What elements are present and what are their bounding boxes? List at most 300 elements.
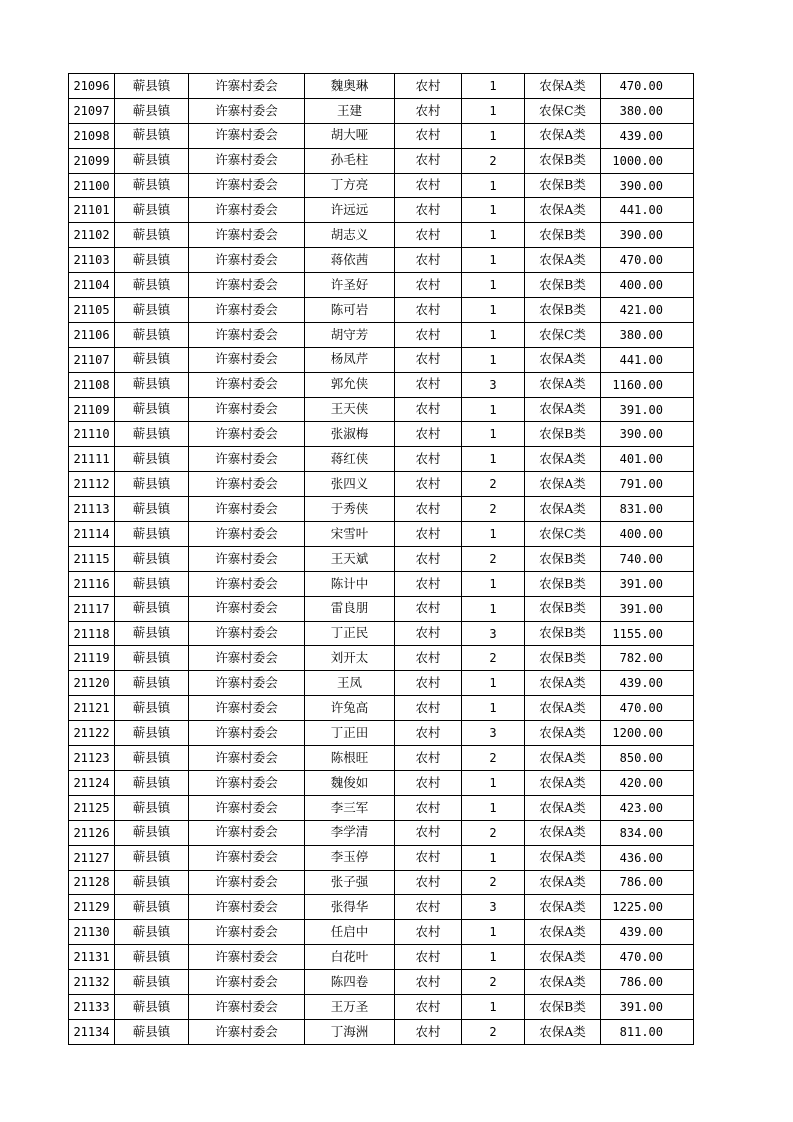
table-row [69, 696, 694, 721]
record-id: 21102 [69, 223, 115, 248]
residence-type-cell: 农村 [395, 98, 462, 123]
category-cell: 农保A类 [525, 870, 601, 895]
household-count-cell: 1 [462, 322, 525, 347]
table-row [69, 298, 694, 323]
table-row [69, 322, 694, 347]
village-committee-cell: 许寨村委会 [189, 746, 305, 771]
village-committee-cell: 许寨村委会 [189, 870, 305, 895]
name-cell: 李玉停 [305, 845, 395, 870]
residence-type-cell: 农村 [395, 298, 462, 323]
category-cell: 农保A类 [525, 347, 601, 372]
table-row [69, 671, 694, 696]
residence-type-cell: 农村 [395, 422, 462, 447]
table-row [69, 746, 694, 771]
town-cell: 蕲县镇 [115, 1019, 189, 1044]
record-id: 21112 [69, 472, 115, 497]
category-cell: 农保A类 [525, 248, 601, 273]
household-count-cell: 1 [462, 248, 525, 273]
table-row [69, 621, 694, 646]
town-cell: 蕲县镇 [115, 298, 189, 323]
village-committee-cell: 许寨村委会 [189, 721, 305, 746]
name-cell: 郭允侠 [305, 372, 395, 397]
name-cell: 刘开太 [305, 646, 395, 671]
table-row [69, 372, 694, 397]
category-cell: 农保A类 [525, 895, 601, 920]
amount-cell: 391.00 [601, 596, 694, 621]
village-committee-cell: 许寨村委会 [189, 994, 305, 1019]
category-cell: 农保B类 [525, 994, 601, 1019]
town-cell: 蕲县镇 [115, 820, 189, 845]
record-id: 21097 [69, 98, 115, 123]
town-cell: 蕲县镇 [115, 198, 189, 223]
village-committee-cell: 许寨村委会 [189, 74, 305, 99]
town-cell: 蕲县镇 [115, 920, 189, 945]
village-committee-cell: 许寨村委会 [189, 770, 305, 795]
record-id: 21109 [69, 397, 115, 422]
record-id: 21113 [69, 497, 115, 522]
household-count-cell: 2 [462, 970, 525, 995]
table-row [69, 198, 694, 223]
residence-type-cell: 农村 [395, 472, 462, 497]
table-row [69, 397, 694, 422]
town-cell: 蕲县镇 [115, 248, 189, 273]
residence-type-cell: 农村 [395, 198, 462, 223]
amount-cell: 390.00 [601, 422, 694, 447]
category-cell: 农保A类 [525, 795, 601, 820]
table-row [69, 273, 694, 298]
amount-cell: 420.00 [601, 770, 694, 795]
name-cell: 李学清 [305, 820, 395, 845]
household-count-cell: 2 [462, 1019, 525, 1044]
record-id: 21107 [69, 347, 115, 372]
amount-cell: 470.00 [601, 945, 694, 970]
table-row [69, 248, 694, 273]
amount-cell: 436.00 [601, 845, 694, 870]
table-row [69, 646, 694, 671]
name-cell: 许远远 [305, 198, 395, 223]
village-committee-cell: 许寨村委会 [189, 223, 305, 248]
town-cell: 蕲县镇 [115, 447, 189, 472]
record-id: 21103 [69, 248, 115, 273]
household-count-cell: 1 [462, 596, 525, 621]
table-row [69, 522, 694, 547]
residence-type-cell: 农村 [395, 148, 462, 173]
amount-cell: 470.00 [601, 248, 694, 273]
name-cell: 蒋红侠 [305, 447, 395, 472]
residence-type-cell: 农村 [395, 497, 462, 522]
table-row [69, 123, 694, 148]
table-row [69, 571, 694, 596]
amount-cell: 831.00 [601, 497, 694, 522]
household-count-cell: 3 [462, 895, 525, 920]
residence-type-cell: 农村 [395, 347, 462, 372]
town-cell: 蕲县镇 [115, 596, 189, 621]
town-cell: 蕲县镇 [115, 721, 189, 746]
household-count-cell: 1 [462, 994, 525, 1019]
town-cell: 蕲县镇 [115, 98, 189, 123]
category-cell: 农保A类 [525, 945, 601, 970]
village-committee-cell: 许寨村委会 [189, 696, 305, 721]
amount-cell: 400.00 [601, 522, 694, 547]
amount-cell: 1200.00 [601, 721, 694, 746]
town-cell: 蕲县镇 [115, 422, 189, 447]
household-count-cell: 1 [462, 298, 525, 323]
household-count-cell: 1 [462, 397, 525, 422]
village-committee-cell: 许寨村委会 [189, 795, 305, 820]
amount-cell: 470.00 [601, 696, 694, 721]
table-row [69, 870, 694, 895]
household-count-cell: 3 [462, 721, 525, 746]
household-count-cell: 2 [462, 646, 525, 671]
category-cell: 农保A类 [525, 970, 601, 995]
household-count-cell: 3 [462, 621, 525, 646]
record-id: 21115 [69, 546, 115, 571]
record-id: 21117 [69, 596, 115, 621]
village-committee-cell: 许寨村委会 [189, 1019, 305, 1044]
name-cell: 于秀侠 [305, 497, 395, 522]
household-count-cell: 2 [462, 472, 525, 497]
household-count-cell: 2 [462, 820, 525, 845]
town-cell: 蕲县镇 [115, 148, 189, 173]
residence-type-cell: 农村 [395, 721, 462, 746]
amount-cell: 834.00 [601, 820, 694, 845]
village-committee-cell: 许寨村委会 [189, 845, 305, 870]
village-committee-cell: 许寨村委会 [189, 298, 305, 323]
table-row [69, 845, 694, 870]
amount-cell: 391.00 [601, 994, 694, 1019]
name-cell: 王天斌 [305, 546, 395, 571]
household-count-cell: 1 [462, 696, 525, 721]
village-committee-cell: 许寨村委会 [189, 596, 305, 621]
record-id: 21134 [69, 1019, 115, 1044]
town-cell: 蕲县镇 [115, 646, 189, 671]
table-row [69, 920, 694, 945]
table-row [69, 347, 694, 372]
roster-table [68, 73, 694, 1045]
name-cell: 许兔高 [305, 696, 395, 721]
category-cell: 农保C类 [525, 522, 601, 547]
village-committee-cell: 许寨村委会 [189, 148, 305, 173]
amount-cell: 1000.00 [601, 148, 694, 173]
household-count-cell: 2 [462, 746, 525, 771]
category-cell: 农保A类 [525, 123, 601, 148]
record-id: 21100 [69, 173, 115, 198]
amount-cell: 1155.00 [601, 621, 694, 646]
category-cell: 农保A类 [525, 820, 601, 845]
town-cell: 蕲县镇 [115, 546, 189, 571]
category-cell: 农保C类 [525, 322, 601, 347]
record-id: 21106 [69, 322, 115, 347]
household-count-cell: 1 [462, 795, 525, 820]
household-count-cell: 1 [462, 347, 525, 372]
household-count-cell: 1 [462, 173, 525, 198]
category-cell: 农保A类 [525, 198, 601, 223]
amount-cell: 391.00 [601, 571, 694, 596]
town-cell: 蕲县镇 [115, 571, 189, 596]
residence-type-cell: 农村 [395, 74, 462, 99]
name-cell: 丁海洲 [305, 1019, 395, 1044]
record-id: 21132 [69, 970, 115, 995]
category-cell: 农保B类 [525, 596, 601, 621]
record-id: 21118 [69, 621, 115, 646]
residence-type-cell: 农村 [395, 746, 462, 771]
residence-type-cell: 农村 [395, 795, 462, 820]
table-row [69, 895, 694, 920]
table-row [69, 74, 694, 99]
category-cell: 农保B类 [525, 173, 601, 198]
name-cell: 胡守芳 [305, 322, 395, 347]
village-committee-cell: 许寨村委会 [189, 671, 305, 696]
category-cell: 农保B类 [525, 298, 601, 323]
name-cell: 王建 [305, 98, 395, 123]
category-cell: 农保B类 [525, 223, 601, 248]
record-id: 21099 [69, 148, 115, 173]
name-cell: 任启中 [305, 920, 395, 945]
town-cell: 蕲县镇 [115, 795, 189, 820]
name-cell: 魏奥琳 [305, 74, 395, 99]
amount-cell: 441.00 [601, 347, 694, 372]
amount-cell: 782.00 [601, 646, 694, 671]
amount-cell: 421.00 [601, 298, 694, 323]
residence-type-cell: 农村 [395, 546, 462, 571]
category-cell: 农保B类 [525, 546, 601, 571]
residence-type-cell: 农村 [395, 671, 462, 696]
town-cell: 蕲县镇 [115, 770, 189, 795]
table-row [69, 795, 694, 820]
town-cell: 蕲县镇 [115, 472, 189, 497]
household-count-cell: 1 [462, 422, 525, 447]
amount-cell: 470.00 [601, 74, 694, 99]
town-cell: 蕲县镇 [115, 273, 189, 298]
village-committee-cell: 许寨村委会 [189, 970, 305, 995]
town-cell: 蕲县镇 [115, 173, 189, 198]
town-cell: 蕲县镇 [115, 970, 189, 995]
name-cell: 王万圣 [305, 994, 395, 1019]
record-id: 21131 [69, 945, 115, 970]
table-row [69, 422, 694, 447]
table-row [69, 447, 694, 472]
village-committee-cell: 许寨村委会 [189, 895, 305, 920]
table-row [69, 770, 694, 795]
amount-cell: 439.00 [601, 123, 694, 148]
table-row [69, 497, 694, 522]
amount-cell: 423.00 [601, 795, 694, 820]
category-cell: 农保B类 [525, 422, 601, 447]
table-row [69, 472, 694, 497]
town-cell: 蕲县镇 [115, 74, 189, 99]
amount-cell: 439.00 [601, 671, 694, 696]
town-cell: 蕲县镇 [115, 945, 189, 970]
residence-type-cell: 农村 [395, 173, 462, 198]
table-row [69, 994, 694, 1019]
category-cell: 农保B类 [525, 273, 601, 298]
residence-type-cell: 农村 [395, 870, 462, 895]
record-id: 21101 [69, 198, 115, 223]
name-cell: 陈计中 [305, 571, 395, 596]
name-cell: 魏俊如 [305, 770, 395, 795]
table-row [69, 596, 694, 621]
village-committee-cell: 许寨村委会 [189, 248, 305, 273]
table-row [69, 945, 694, 970]
category-cell: 农保C类 [525, 98, 601, 123]
record-id: 21124 [69, 770, 115, 795]
town-cell: 蕲县镇 [115, 671, 189, 696]
name-cell: 丁方亮 [305, 173, 395, 198]
name-cell: 许圣好 [305, 273, 395, 298]
record-id: 21127 [69, 845, 115, 870]
table-row [69, 970, 694, 995]
household-count-cell: 1 [462, 920, 525, 945]
village-committee-cell: 许寨村委会 [189, 322, 305, 347]
record-id: 21122 [69, 721, 115, 746]
name-cell: 张淑梅 [305, 422, 395, 447]
table-row [69, 148, 694, 173]
name-cell: 白花叶 [305, 945, 395, 970]
village-committee-cell: 许寨村委会 [189, 173, 305, 198]
roster-body [69, 74, 694, 1045]
category-cell: 农保A类 [525, 497, 601, 522]
name-cell: 蒋依茜 [305, 248, 395, 273]
category-cell: 农保A类 [525, 74, 601, 99]
household-count-cell: 1 [462, 198, 525, 223]
residence-type-cell: 农村 [395, 273, 462, 298]
residence-type-cell: 农村 [395, 696, 462, 721]
category-cell: 农保A类 [525, 770, 601, 795]
household-count-cell: 1 [462, 571, 525, 596]
village-committee-cell: 许寨村委会 [189, 397, 305, 422]
household-count-cell: 1 [462, 671, 525, 696]
household-count-cell: 1 [462, 522, 525, 547]
category-cell: 农保A类 [525, 920, 601, 945]
town-cell: 蕲县镇 [115, 895, 189, 920]
name-cell: 王天侠 [305, 397, 395, 422]
record-id: 21128 [69, 870, 115, 895]
town-cell: 蕲县镇 [115, 994, 189, 1019]
household-count-cell: 1 [462, 273, 525, 298]
village-committee-cell: 许寨村委会 [189, 945, 305, 970]
category-cell: 农保A类 [525, 746, 601, 771]
category-cell: 农保B类 [525, 148, 601, 173]
record-id: 21133 [69, 994, 115, 1019]
town-cell: 蕲县镇 [115, 522, 189, 547]
household-count-cell: 1 [462, 770, 525, 795]
amount-cell: 380.00 [601, 98, 694, 123]
amount-cell: 791.00 [601, 472, 694, 497]
village-committee-cell: 许寨村委会 [189, 646, 305, 671]
category-cell: 农保A类 [525, 671, 601, 696]
town-cell: 蕲县镇 [115, 397, 189, 422]
record-id: 21110 [69, 422, 115, 447]
record-id: 21121 [69, 696, 115, 721]
record-id: 21126 [69, 820, 115, 845]
village-committee-cell: 许寨村委会 [189, 546, 305, 571]
town-cell: 蕲县镇 [115, 322, 189, 347]
amount-cell: 740.00 [601, 546, 694, 571]
name-cell: 张子强 [305, 870, 395, 895]
record-id: 21098 [69, 123, 115, 148]
residence-type-cell: 农村 [395, 223, 462, 248]
household-count-cell: 1 [462, 447, 525, 472]
record-id: 21114 [69, 522, 115, 547]
household-count-cell: 1 [462, 223, 525, 248]
household-count-cell: 1 [462, 123, 525, 148]
category-cell: 农保B类 [525, 621, 601, 646]
residence-type-cell: 农村 [395, 970, 462, 995]
village-committee-cell: 许寨村委会 [189, 347, 305, 372]
table-row [69, 820, 694, 845]
town-cell: 蕲县镇 [115, 696, 189, 721]
table-row [69, 223, 694, 248]
village-committee-cell: 许寨村委会 [189, 571, 305, 596]
record-id: 21125 [69, 795, 115, 820]
name-cell: 张得华 [305, 895, 395, 920]
name-cell: 张四义 [305, 472, 395, 497]
record-id: 21104 [69, 273, 115, 298]
category-cell: 农保A类 [525, 696, 601, 721]
amount-cell: 439.00 [601, 920, 694, 945]
residence-type-cell: 农村 [395, 845, 462, 870]
amount-cell: 1160.00 [601, 372, 694, 397]
amount-cell: 786.00 [601, 970, 694, 995]
residence-type-cell: 农村 [395, 770, 462, 795]
name-cell: 陈根旺 [305, 746, 395, 771]
household-count-cell: 1 [462, 945, 525, 970]
amount-cell: 850.00 [601, 746, 694, 771]
residence-type-cell: 农村 [395, 1019, 462, 1044]
amount-cell: 401.00 [601, 447, 694, 472]
amount-cell: 390.00 [601, 173, 694, 198]
residence-type-cell: 农村 [395, 820, 462, 845]
name-cell: 胡志义 [305, 223, 395, 248]
category-cell: 农保B类 [525, 571, 601, 596]
household-count-cell: 2 [462, 148, 525, 173]
village-committee-cell: 许寨村委会 [189, 198, 305, 223]
residence-type-cell: 农村 [395, 522, 462, 547]
name-cell: 宋雪叶 [305, 522, 395, 547]
name-cell: 李三军 [305, 795, 395, 820]
household-count-cell: 1 [462, 98, 525, 123]
town-cell: 蕲县镇 [115, 870, 189, 895]
category-cell: 农保B类 [525, 646, 601, 671]
name-cell: 孙毛柱 [305, 148, 395, 173]
amount-cell: 1225.00 [601, 895, 694, 920]
household-count-cell: 2 [462, 546, 525, 571]
amount-cell: 786.00 [601, 870, 694, 895]
residence-type-cell: 农村 [395, 571, 462, 596]
name-cell: 陈可岩 [305, 298, 395, 323]
name-cell: 胡大哑 [305, 123, 395, 148]
residence-type-cell: 农村 [395, 646, 462, 671]
household-count-cell: 1 [462, 74, 525, 99]
town-cell: 蕲县镇 [115, 223, 189, 248]
name-cell: 丁正民 [305, 621, 395, 646]
town-cell: 蕲县镇 [115, 123, 189, 148]
record-id: 21120 [69, 671, 115, 696]
name-cell: 杨凤芹 [305, 347, 395, 372]
category-cell: 农保A类 [525, 397, 601, 422]
village-committee-cell: 许寨村委会 [189, 123, 305, 148]
town-cell: 蕲县镇 [115, 746, 189, 771]
residence-type-cell: 农村 [395, 994, 462, 1019]
village-committee-cell: 许寨村委会 [189, 372, 305, 397]
amount-cell: 391.00 [601, 397, 694, 422]
table-row [69, 721, 694, 746]
name-cell: 雷良朋 [305, 596, 395, 621]
household-count-cell: 2 [462, 870, 525, 895]
record-id: 21105 [69, 298, 115, 323]
village-committee-cell: 许寨村委会 [189, 522, 305, 547]
residence-type-cell: 农村 [395, 895, 462, 920]
